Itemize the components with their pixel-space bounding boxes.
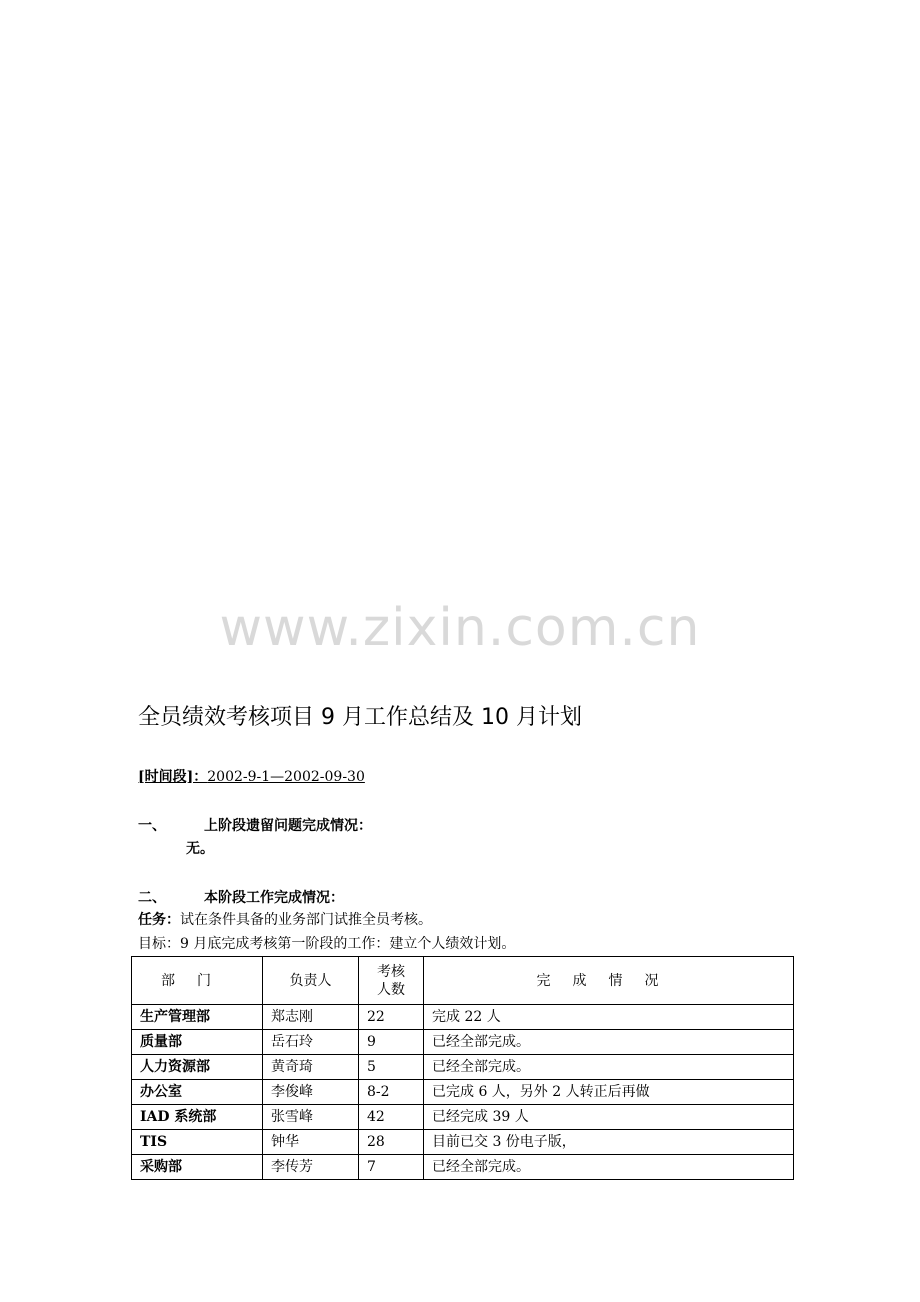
cell-department: IAD 系统部 [132,1105,263,1130]
cell-department: 生产管理部 [132,1005,263,1030]
task-label: 任务： [138,912,180,928]
section-1-heading [138,815,372,835]
section-2-number: 二、 [138,890,166,906]
cell-department: TIS [132,1130,263,1155]
cell-count: 8-2 [359,1080,424,1105]
completion-table [131,956,794,1180]
cell-status: 已经全部完成。 [424,1155,794,1180]
cell-owner: 郑志刚 [263,1005,359,1030]
cell-count: 5 [359,1055,424,1080]
cell-count: 28 [359,1130,424,1155]
table-row [132,1155,794,1180]
section-1-number: 一、 [138,818,166,834]
table-row [132,1130,794,1155]
header-department [132,957,263,1005]
header-status [424,957,794,1005]
cell-status: 完成 22 人 [424,1005,794,1030]
section-1-content: 无。 [186,841,214,857]
header-count-line1: 考核 [377,963,405,980]
cell-status: 已经全部完成。 [424,1055,794,1080]
header-status-label: 完成情况 [536,972,681,989]
task-text: 试在条件具备的业务部门试推全员考核。 [180,912,432,928]
cell-owner: 张雪峰 [263,1105,359,1130]
cell-owner: 李俊峰 [263,1080,359,1105]
table-row [132,1105,794,1130]
cell-owner: 钟华 [263,1130,359,1155]
cell-status: 已经全部完成。 [424,1030,794,1055]
header-count-line2: 人数 [377,981,405,998]
table-row [132,1030,794,1055]
cell-status: 已经完成 39 人 [424,1105,794,1130]
period-label: [时间段]： [138,769,208,785]
section-2-title: 本阶段工作完成情况： [204,890,344,906]
cell-owner: 李传芳 [263,1155,359,1180]
document-title: 全员绩效考核项目 9 月工作总结及 10 月计划 [138,705,582,730]
cell-department: 质量部 [132,1030,263,1055]
cell-count: 22 [359,1005,424,1030]
table-header-row [132,957,794,1005]
period-value: 2002-9-1—2002-09-30 [207,769,365,785]
watermark: www.zixin.com.cn [219,598,701,658]
cell-status: 已完成 6 人，另外 2 人转正后再做 [424,1080,794,1105]
cell-count: 42 [359,1105,424,1130]
cell-owner: 黄奇琦 [263,1055,359,1080]
header-owner: 负责人 [263,957,359,1005]
table-row [132,1005,794,1030]
cell-status: 目前已交 3 份电子版， [424,1130,794,1155]
cell-department: 人力资源部 [132,1055,263,1080]
section-1-title: 上阶段遗留问题完成情况： [204,818,372,834]
cell-department: 办公室 [132,1080,263,1105]
cell-count: 9 [359,1030,424,1055]
table-row [132,1055,794,1080]
cell-owner: 岳石玲 [263,1030,359,1055]
header-department-label: 部门 [161,972,233,989]
section-2-heading [138,887,344,907]
cell-count: 7 [359,1155,424,1180]
task-line [138,909,432,929]
table-row [132,1080,794,1105]
cell-department: 采购部 [132,1155,263,1180]
period-line [138,766,365,786]
goal-line: 目标：9 月底完成考核第一阶段的工作：建立个人绩效计划。 [138,936,516,952]
header-count [359,957,424,1005]
